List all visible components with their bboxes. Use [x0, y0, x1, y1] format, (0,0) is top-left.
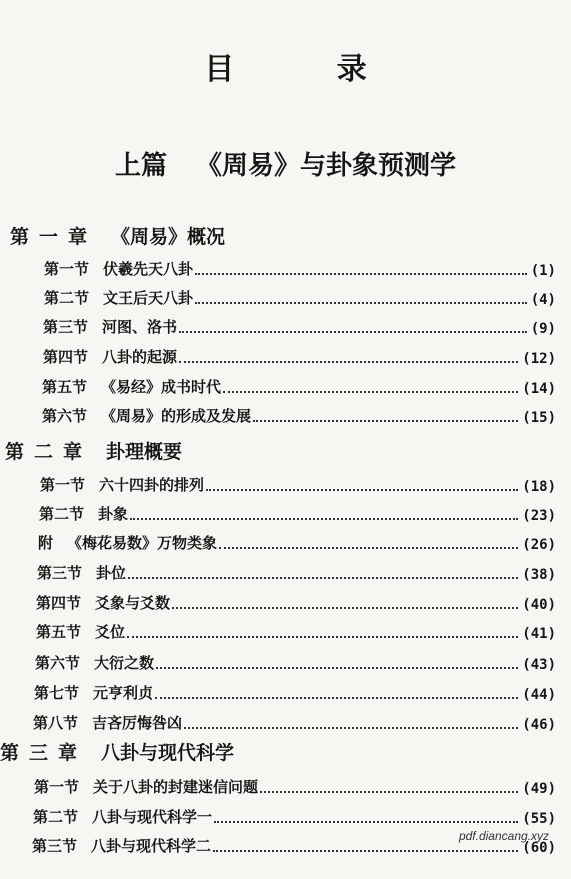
dot-leader: [195, 273, 527, 275]
dot-leader: [214, 821, 518, 823]
chapter-number: 第一章: [10, 226, 98, 248]
toc-entry[interactable]: [34, 776, 556, 797]
page-number: (41): [522, 626, 556, 642]
section-title: 八卦与现代科学一: [92, 808, 213, 826]
section-number: 第二节: [33, 808, 79, 826]
chapter-heading[interactable]: [5, 437, 182, 464]
toc-entry[interactable]: [37, 562, 556, 583]
dot-leader: [179, 331, 527, 333]
section-number: 第二节: [39, 505, 85, 523]
chapter-heading[interactable]: [0, 738, 234, 765]
page-number: (44): [522, 687, 556, 703]
chapter-number: 第二章: [5, 441, 93, 463]
dot-leader: [155, 697, 518, 699]
page-number: (26): [522, 537, 556, 553]
section-number: 第三节: [43, 318, 89, 336]
dot-leader: [130, 518, 518, 520]
dot-leader: [195, 302, 527, 304]
section-title: 《梅花易数》万物类象: [67, 534, 218, 552]
toc-entry[interactable]: [36, 592, 556, 613]
section-number: 第五节: [36, 623, 82, 641]
section-title: 卦象: [98, 505, 129, 523]
section-number: 第六节: [35, 654, 81, 672]
section-title: 爻位: [95, 623, 126, 641]
watermark: pdf.diancang.xyz: [458, 829, 549, 843]
section-number: 第一节: [44, 260, 90, 278]
page-number: (46): [522, 717, 556, 733]
section-number: 第四节: [43, 348, 89, 366]
page-number: (9): [530, 321, 556, 337]
page-number: (38): [522, 567, 556, 583]
section-number: 第四节: [36, 594, 82, 612]
section-number: 第七节: [34, 684, 80, 702]
chapter-title: 八卦与现代科学: [101, 742, 235, 764]
section-title: 爻象与爻数: [95, 594, 171, 612]
dot-leader: [179, 361, 518, 363]
chapter-title: 《周易》概况: [111, 226, 226, 248]
part-label: 上篇: [114, 151, 167, 181]
section-title: 八卦的起源: [102, 348, 178, 366]
section-title: 八卦与现代科学二: [91, 837, 212, 855]
page-number: (12): [522, 351, 556, 367]
page-number: (55): [522, 811, 556, 827]
page-number: (43): [522, 657, 556, 673]
section-title: 元亨利贞: [93, 684, 154, 702]
toc-entry[interactable]: [38, 532, 556, 553]
toc-heading: 目 录: [204, 52, 413, 87]
page-number: (60): [522, 840, 556, 856]
page-number: (23): [522, 508, 556, 524]
page-number: (40): [522, 597, 556, 613]
dot-leader: [172, 607, 518, 609]
page-number: (15): [522, 410, 556, 426]
toc-entry[interactable]: [42, 376, 556, 397]
section-number: 第一节: [34, 778, 80, 796]
dot-leader: [127, 636, 518, 638]
section-title: 《易经》成书时代: [101, 378, 222, 396]
toc-entry[interactable]: [40, 474, 556, 495]
section-title: 卦位: [96, 564, 127, 582]
section-number: 第三节: [32, 837, 78, 855]
section-number: 附: [38, 534, 54, 552]
page-number: (18): [522, 479, 556, 495]
toc-entry[interactable]: [34, 682, 556, 703]
dot-leader: [253, 420, 518, 422]
toc-entry[interactable]: [35, 652, 556, 673]
toc-entry[interactable]: [33, 712, 556, 733]
section-title: 文王后天八卦: [103, 289, 194, 307]
toc-entry[interactable]: [43, 316, 556, 337]
section-number: 第二节: [44, 289, 90, 307]
part-name: 《周易》与卦象预测学: [196, 151, 457, 181]
section-title: 伏羲先天八卦: [103, 260, 194, 278]
chapter-heading[interactable]: [10, 222, 225, 249]
toc-entry[interactable]: [36, 621, 556, 642]
section-number: 第五节: [42, 378, 88, 396]
dot-leader: [213, 850, 518, 852]
section-title: 六十四卦的排列: [99, 476, 205, 494]
page-number: (49): [522, 781, 556, 797]
section-number: 第三节: [37, 564, 83, 582]
dot-leader: [260, 791, 518, 793]
chapter-title: 卦理概要: [106, 441, 183, 463]
page-number: (14): [522, 381, 556, 397]
dot-leader: [156, 667, 518, 669]
section-number: 第八节: [33, 714, 79, 732]
section-title: 吉吝厉悔咎凶: [92, 714, 183, 732]
dot-leader: [128, 577, 518, 579]
section-title: 大衍之数: [94, 654, 155, 672]
part-title: [0, 145, 571, 182]
toc-entry[interactable]: [44, 287, 556, 308]
toc-entry[interactable]: [42, 405, 556, 426]
section-number: 第六节: [42, 407, 88, 425]
dot-leader: [206, 489, 518, 491]
toc-entry[interactable]: [39, 503, 556, 524]
dot-leader: [184, 727, 518, 729]
section-number: 第一节: [40, 476, 86, 494]
page-number: (1): [530, 263, 556, 279]
section-title: 关于八卦的封建迷信问题: [93, 778, 259, 796]
page-number: (4): [530, 292, 556, 308]
dot-leader: [219, 547, 518, 549]
section-title: 《周易》的形成及发展: [101, 407, 252, 425]
toc-entry[interactable]: [33, 806, 556, 827]
toc-entry[interactable]: [44, 258, 556, 279]
section-title: 河图、洛书: [102, 318, 178, 336]
dot-leader: [223, 391, 518, 393]
chapter-number: 第三章: [0, 742, 88, 764]
toc-entry[interactable]: [43, 346, 556, 367]
